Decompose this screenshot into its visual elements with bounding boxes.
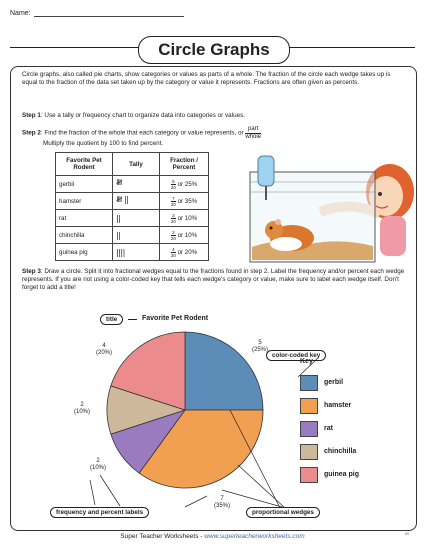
freq-label-pointer-3 <box>185 496 207 507</box>
step-1-text: : Use a tally or frequency chart to organize data into categories or values. <box>40 112 245 119</box>
step-3-label: Step 3 <box>22 268 41 275</box>
legend-item <box>300 463 359 486</box>
page-number: 65 <box>405 532 409 536</box>
legend-swatch-chinchilla <box>300 444 318 460</box>
cell-tally: || <box>113 210 160 227</box>
cell-percent: or 10% <box>177 214 198 222</box>
col-header-rodent: Favorite Pet Rodent <box>56 153 113 176</box>
legend-label-chinchilla: chinchilla <box>324 448 357 455</box>
slice-count-chinchilla: 2 <box>80 402 84 408</box>
pie-slices <box>107 332 263 488</box>
slice-count-hamster: 7 <box>220 496 224 502</box>
slice-count-guinea-pig: 4 <box>102 343 106 349</box>
slice-pct-gerbil: (25%) <box>252 347 269 353</box>
fraction-numerator: 4 <box>172 246 175 252</box>
intro-paragraph: Circle graphs, also called pie charts, show categories or values as parts of a whole. The fraction of the circle each wedge takes up is equal to the fraction of the data set taken up by the category or value it represents. Fractions are often given as percents. <box>22 71 391 87</box>
chart-title: Favorite Pet Rodent <box>142 315 209 322</box>
cell-tally: 𝍸 || <box>113 193 160 210</box>
footer <box>0 533 425 540</box>
cell-animal: guinea pig <box>56 244 113 261</box>
cell-animal: hamster <box>56 193 113 210</box>
footer-brand: Super Teacher Worksheets - <box>120 533 205 540</box>
fraction-denominator: whole <box>245 133 262 140</box>
legend-label-gerbil: gerbil <box>324 379 344 386</box>
col-header-tally: Tally <box>113 153 160 176</box>
col-header-fraction: Fraction / Percent <box>160 153 209 176</box>
step-3-text: : Draw a circle. Split it into fractional wedges equal to the fractions found in step 2. Label the frequency and/or percent each wedge represents. If you are not using a color-coded key that tells each wedge's category or value, make sure to label each wedge itself. Don't forget to add a title! <box>22 268 405 292</box>
slice-pct-hamster: (35%) <box>214 503 231 509</box>
slice-label-guinea-pig <box>96 343 112 357</box>
slice-label-chinchilla <box>74 402 90 416</box>
fraction-denominator: 20 <box>170 184 176 190</box>
slice-label-rat <box>90 458 106 472</box>
slice-label-gerbil <box>252 340 268 354</box>
name-label: Name: <box>10 10 31 17</box>
cell-animal: rat <box>56 210 113 227</box>
slice-count-rat: 2 <box>96 458 100 464</box>
fraction-numerator: 5 <box>172 178 175 184</box>
callout-title: title <box>100 314 123 325</box>
slice-label-hamster <box>214 496 230 510</box>
fraction-numerator: part <box>245 126 261 134</box>
cell-tally: |||| <box>113 244 160 261</box>
cell-percent: or 10% <box>177 231 198 239</box>
slice-pct-chinchilla: (10%) <box>74 409 91 415</box>
step-2-text-b: Multiply the quotient by 100 to find percent. <box>43 140 164 147</box>
step-2: Step 2: Find the fraction of the whole that each category or value represents, or $\frac{\text{part}}{\text{whole}}$ . Multiply the quotient by 100 to find percent. <box>22 126 407 148</box>
legend-label-guinea-pig: guinea pig <box>324 471 359 478</box>
cell-animal: gerbil <box>56 176 113 193</box>
legend-label-hamster: hamster <box>324 402 352 409</box>
callout-proportional-wedges: proportional wedges <box>246 507 320 518</box>
fraction-denominator: 20 <box>170 201 176 207</box>
legend-item <box>300 394 359 417</box>
legend-swatch-rat <box>300 421 318 437</box>
freq-label-pointer-2 <box>100 475 120 506</box>
freq-label-pointer-1 <box>90 480 95 505</box>
slice-pct-guinea-pig: (20%) <box>96 350 113 356</box>
cell-percent: or 20% <box>177 248 198 256</box>
step-2-label: Step 2 <box>22 129 41 137</box>
step-2-text: : Find the fraction of the whole that each category or value represents, or <box>40 129 244 137</box>
cell-tally: 𝍸 <box>113 176 160 193</box>
fraction-numerator: 7 <box>172 195 175 201</box>
page-title: Circle Graphs <box>138 36 290 64</box>
slice-pct-rat: (10%) <box>90 465 107 471</box>
legend <box>300 371 359 486</box>
fraction-denominator: 20 <box>170 218 176 224</box>
fraction-denominator: 20 <box>170 252 176 258</box>
legend-swatch-guinea-pig <box>300 467 318 483</box>
legend-item <box>300 417 359 440</box>
cell-percent: or 35% <box>177 197 198 205</box>
legend-swatch-hamster <box>300 398 318 414</box>
cell-percent: or 25% <box>177 180 198 188</box>
callout-color-key: color-coded key <box>266 350 326 361</box>
cell-tally: || <box>113 227 160 244</box>
legend-title: Key <box>300 358 313 365</box>
fraction-numerator: 2 <box>172 212 175 218</box>
fraction-numerator: 2 <box>172 229 175 235</box>
legend-item <box>300 440 359 463</box>
legend-label-rat: rat <box>324 425 333 432</box>
slice-count-gerbil: 5 <box>258 340 262 346</box>
cell-animal: chinchilla <box>56 227 113 244</box>
legend-swatch-gerbil <box>300 375 318 391</box>
footer-url[interactable]: www.superteacherworksheets.com <box>204 533 305 540</box>
legend-item <box>300 371 359 394</box>
callout-frequency-labels: frequency and percent labels <box>50 507 149 518</box>
fraction-denominator: 20 <box>170 235 176 241</box>
step-1-label: Step 1 <box>22 112 41 119</box>
